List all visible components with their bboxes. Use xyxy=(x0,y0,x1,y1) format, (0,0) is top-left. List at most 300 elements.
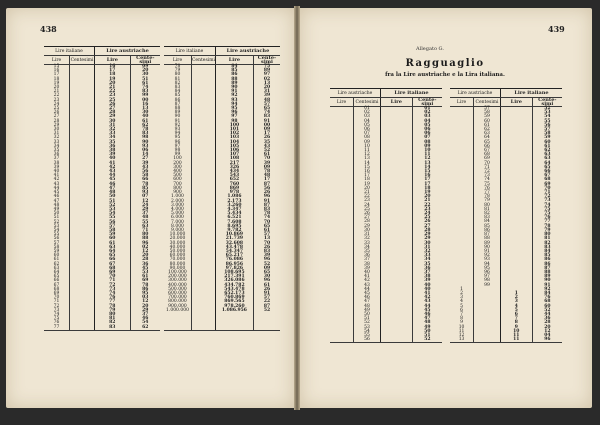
table-cell: 67 xyxy=(95,263,131,267)
table-cell: 99 xyxy=(174,152,181,158)
table-cell: 55 xyxy=(130,221,160,225)
table-cell: 26 xyxy=(253,246,280,250)
table-cell: 03 xyxy=(412,115,442,119)
table-cell: 51 xyxy=(53,215,60,221)
table-cell: 39 xyxy=(95,153,131,157)
table-cell: 63 xyxy=(532,153,562,157)
table-cell: 91 xyxy=(532,284,562,288)
table-cell: 82 xyxy=(95,321,131,325)
table-cell: 09 xyxy=(253,166,280,170)
table-cell: 07 xyxy=(130,195,160,199)
table-cell: 70 xyxy=(253,221,280,225)
table-cell: 43 xyxy=(412,300,442,304)
table-cell: 80 xyxy=(474,204,501,208)
table-cell: 24 xyxy=(412,212,442,216)
table-cell: 33 xyxy=(412,254,442,258)
table-cell: 66 xyxy=(474,145,501,149)
table-cell: 32 xyxy=(412,250,442,254)
table-cell: 66 xyxy=(532,170,562,174)
table-cell: 7.000 xyxy=(171,219,184,225)
table-cell: 80 xyxy=(130,233,160,237)
table-cell: 6.521 xyxy=(215,216,253,220)
table-cell: 27 xyxy=(354,216,381,220)
table-cell: 07 xyxy=(412,136,442,140)
table-cell: 90 xyxy=(215,86,253,90)
table-cell: 102 xyxy=(215,132,253,136)
table-cell: 08 xyxy=(354,136,381,140)
page-title: Ragguaglio xyxy=(405,58,485,69)
header-centesimi: Centesimi xyxy=(355,99,379,105)
table-cell: 8 xyxy=(460,316,463,322)
table-cell: 30 xyxy=(130,73,160,77)
table-cell: 72 xyxy=(532,195,562,199)
table-cell: 22 xyxy=(95,90,131,94)
table-cell: 74 xyxy=(532,204,562,208)
table-cell: 57 xyxy=(253,296,280,300)
table-cell: 63 xyxy=(532,157,562,161)
table-cell: 70 xyxy=(253,157,280,161)
table-cell: 88 xyxy=(174,106,181,112)
table-cell: 63 xyxy=(130,225,160,229)
table-cell: 65 xyxy=(253,107,280,111)
table-cell: 63 xyxy=(53,265,60,271)
table-cell: 41 xyxy=(412,292,442,296)
table-cell: 869 xyxy=(215,187,253,191)
table-cell: 11 xyxy=(458,328,465,334)
table-cell: 31 xyxy=(354,233,381,237)
table-cell: 48 xyxy=(130,216,160,220)
table-cell: 96 xyxy=(532,338,562,343)
table-cell: 37 xyxy=(130,313,160,317)
table-cell: 46 xyxy=(354,296,381,300)
table-cell: 34 xyxy=(95,136,131,140)
table-cell: 57 xyxy=(253,103,280,107)
table-cell: 71 xyxy=(532,191,562,195)
table-cell: 1.086 xyxy=(215,195,253,199)
header-lire: Lire xyxy=(44,56,70,65)
table-cell: 48 xyxy=(53,202,60,208)
table-cell: 71 xyxy=(130,229,160,233)
table-cell: 87 xyxy=(174,101,181,107)
left-page xyxy=(6,8,294,408)
table-cell: 90 xyxy=(474,246,501,250)
table-cell: 4.347 xyxy=(215,208,253,212)
table-cell: 27 xyxy=(95,107,131,111)
page-number-right: 439 xyxy=(548,24,565,34)
table-cell: 8 xyxy=(500,321,532,325)
table-cell: 58 xyxy=(95,229,131,233)
table-cell: 200.000 xyxy=(168,274,187,280)
table-cell: 54.347 xyxy=(215,250,253,254)
table-cell: 59 xyxy=(532,136,562,140)
table-cell: 97 xyxy=(253,73,280,77)
table-cell: 84 xyxy=(474,220,501,224)
table-cell: 217 xyxy=(215,162,253,166)
table-cell: 2.000 xyxy=(171,198,184,204)
table-cell: 20.000 xyxy=(169,236,186,242)
table-cell: 500 xyxy=(173,173,182,179)
table-cell: 26 xyxy=(412,220,442,224)
table-cell: 31 xyxy=(53,131,60,137)
table-cell: 81 xyxy=(532,237,562,241)
table-cell: 75 xyxy=(532,208,562,212)
table-cell: 20 xyxy=(412,195,442,199)
table-cell: 19 xyxy=(53,80,60,86)
table-cell: 69 xyxy=(532,183,562,187)
table-cell: 78 xyxy=(532,225,562,229)
table-cell: 95 xyxy=(130,292,160,296)
table-cell: 38 xyxy=(354,263,381,267)
table-cell: 17 xyxy=(354,174,381,178)
table-cell: 94 xyxy=(474,263,501,267)
table-cell: 71 xyxy=(95,279,131,283)
table-cell: 91 xyxy=(253,200,280,204)
table-cell: 60 xyxy=(474,120,501,124)
table-cell: 03 xyxy=(130,296,160,300)
table-cell: 55 xyxy=(95,216,131,220)
table-cell: 34 xyxy=(354,246,381,250)
table-cell: 94 xyxy=(215,103,253,107)
table-cell: 20 xyxy=(130,69,160,73)
table-cell: 84 xyxy=(215,65,253,70)
table-cell: 77 xyxy=(44,326,70,331)
table-cell: 85 xyxy=(474,225,501,229)
table-cell: 76 xyxy=(532,296,562,300)
table-cell: 13 xyxy=(253,237,280,241)
table-cell: 4 xyxy=(460,299,463,305)
table-cell: 28 xyxy=(412,229,442,233)
table-cell: 48 xyxy=(95,191,131,195)
table-cell: 86 xyxy=(474,229,501,233)
table-cell: 24 xyxy=(53,101,60,107)
table-cell: 3 xyxy=(460,295,463,301)
table-cell: 93 xyxy=(174,127,181,133)
table-cell: 45 xyxy=(130,267,160,271)
table-cell: 78 xyxy=(174,64,181,69)
table-cell: 56 xyxy=(532,124,562,128)
table-cell: 19 xyxy=(95,78,131,82)
table-cell: 62 xyxy=(532,149,562,153)
table-cell: 2 xyxy=(500,296,532,300)
table-cell: 59 xyxy=(474,115,501,119)
table-cell: 16 xyxy=(354,170,381,174)
table-cell: 92 xyxy=(215,94,253,98)
table-cell: 95 xyxy=(474,267,501,271)
table-cell: 26 xyxy=(95,103,131,107)
table-cell: 87 xyxy=(474,233,501,237)
table-cell: 75 xyxy=(474,183,501,187)
table-cell: 85 xyxy=(215,69,253,73)
table-cell: 46 xyxy=(95,183,131,187)
table-cell: 68 xyxy=(474,153,501,157)
table-cell: 83 xyxy=(95,326,131,331)
table-cell: 52 xyxy=(354,321,381,325)
header-lire-austriache: Lire austriache xyxy=(330,89,380,98)
table-cell: 101 xyxy=(215,128,253,132)
table-cell: 02 xyxy=(412,111,442,115)
table-cell: 28 xyxy=(95,111,131,115)
table-cell: 22 xyxy=(253,300,280,304)
table-cell: 98 xyxy=(130,136,160,140)
table-cell: 48 xyxy=(253,99,280,103)
table-cell: 13 xyxy=(354,157,381,161)
table-cell: 90 xyxy=(532,279,562,283)
table-cell: 64 xyxy=(474,136,501,140)
table-cell: 13 xyxy=(450,338,474,343)
table-cell: 05 xyxy=(412,124,442,128)
table-cell: 88 xyxy=(532,271,562,275)
table-cell: 09 xyxy=(412,145,442,149)
table-cell: 13 xyxy=(253,82,280,86)
table-cell: 5.000 xyxy=(171,211,184,217)
table-cell: 37 xyxy=(130,212,160,216)
table-cell: 57 xyxy=(532,128,562,132)
table-cell: 88 xyxy=(474,237,501,241)
table-cell xyxy=(474,338,501,343)
table-cell: 103 xyxy=(215,136,253,140)
table-cell: 50.000 xyxy=(169,248,186,254)
table-cell: 78 xyxy=(130,183,160,187)
table-cell: 00 xyxy=(253,124,280,128)
table-cell: 09 xyxy=(253,128,280,132)
table-cell: 65.217 xyxy=(215,254,253,258)
table-cell: 79 xyxy=(474,199,501,203)
table-cell: 26 xyxy=(53,110,60,116)
table-cell: 10.869 xyxy=(215,233,253,237)
table-cell: 83 xyxy=(130,132,160,136)
table-cell xyxy=(164,326,191,331)
table-cell: 89 xyxy=(532,275,562,279)
table-cell: 23 xyxy=(95,94,131,98)
table-cell: 57 xyxy=(474,107,501,112)
table-cell: 74 xyxy=(130,86,160,90)
table-cell: 869.565 xyxy=(215,300,253,304)
table-cell: 06 xyxy=(412,132,442,136)
table-cell: 65 xyxy=(253,271,280,275)
table-cell: 36 xyxy=(95,145,131,149)
table-cell: 27 xyxy=(53,114,60,120)
table-cell: 600 xyxy=(173,177,182,183)
header-lire-austriache: Lire austriache xyxy=(215,47,280,56)
table-cell: 75 xyxy=(253,65,280,70)
table-cell: 100 xyxy=(215,124,253,128)
table-cell: 36 xyxy=(354,254,381,258)
table-cell: 01 xyxy=(354,107,381,112)
table-cell: 543.478 xyxy=(215,288,253,292)
table-cell: 56 xyxy=(354,338,381,343)
table-cell: 40 xyxy=(130,115,160,119)
table-cell: 46 xyxy=(412,313,442,317)
table-cell: 61 xyxy=(130,120,160,124)
table-cell: 71 xyxy=(53,299,60,305)
table-cell: 44 xyxy=(354,288,381,292)
table-cell: 64 xyxy=(53,269,60,275)
table-cell: 16 xyxy=(412,174,442,178)
table-cell: 99 xyxy=(474,284,501,288)
table-cell: 35 xyxy=(253,141,280,145)
table-cell: 23 xyxy=(53,97,60,103)
table-cell: 59 xyxy=(53,248,60,254)
right-page xyxy=(300,8,592,408)
table-cell: 33 xyxy=(354,242,381,246)
header-lire-bold: Lire xyxy=(500,98,532,107)
table-cell: 86 xyxy=(174,97,181,103)
table-cell: 39 xyxy=(53,164,60,170)
table-cell: 16 xyxy=(130,103,160,107)
table-cell: 96 xyxy=(130,242,160,246)
table-cell: 54 xyxy=(95,212,131,216)
table-cell: 39 xyxy=(354,267,381,271)
table-cell: 96 xyxy=(174,139,181,145)
table-cell: 59 xyxy=(95,233,131,237)
header-lire-italiane: Lire italiane xyxy=(500,89,562,98)
table-cell: 74 xyxy=(253,216,280,220)
table-cell: 82 xyxy=(474,212,501,216)
table-cell: 2 xyxy=(460,290,463,296)
table-cell: 19 xyxy=(354,183,381,187)
table-cell: 97 xyxy=(215,115,253,119)
table-cell: 200 xyxy=(173,160,182,166)
table-cell: 33 xyxy=(95,132,131,136)
table-cell: 46 xyxy=(53,194,60,200)
table-cell: 85 xyxy=(174,93,181,99)
table-cell: 23 xyxy=(412,208,442,212)
table-cell: 21 xyxy=(95,86,131,90)
table-cell: 83 xyxy=(474,216,501,220)
table-cell: 27 xyxy=(130,157,160,161)
table-cell: 9 xyxy=(460,320,463,326)
table-cell: 7 xyxy=(500,317,532,321)
table-cell: 41 xyxy=(53,173,60,179)
table-cell xyxy=(70,326,95,331)
table-cell: 33 xyxy=(53,139,60,145)
table-cell: 63 xyxy=(95,246,131,250)
table-cell: 20 xyxy=(130,305,160,309)
table-cell: 9 xyxy=(500,326,532,330)
table-cell: 75 xyxy=(532,212,562,216)
table-cell: 78 xyxy=(130,128,160,132)
table-cell: 13 xyxy=(412,162,442,166)
table-cell: 44 xyxy=(53,185,60,191)
table-cell: 78 xyxy=(130,284,160,288)
table-cell: 29 xyxy=(53,122,60,128)
table-cell: 12 xyxy=(458,332,465,338)
header-lire-austriache: Lire austriache xyxy=(95,47,161,56)
table-cell: 56 xyxy=(95,221,131,225)
table-cell: 1.000 xyxy=(171,194,184,200)
table-cell: 12 xyxy=(354,153,381,157)
table-cell: 72 xyxy=(53,303,60,309)
table-cell: 3.000 xyxy=(171,202,184,208)
table-cell: 28 xyxy=(53,118,60,124)
header-lire-italiane: Lire italiane xyxy=(164,47,215,56)
table-cell: 51 xyxy=(354,317,381,321)
table-cell: 44 xyxy=(95,174,131,178)
table-cell: 53 xyxy=(532,111,562,115)
table-cell: 80 xyxy=(532,233,562,237)
table-cell: 21.739 xyxy=(215,237,253,241)
table-cell: 44 xyxy=(412,305,442,309)
table-cell: 16 xyxy=(53,68,60,74)
table-cell: 25 xyxy=(412,216,442,220)
table-cell: 28 xyxy=(354,220,381,224)
table-cell: 45 xyxy=(53,190,60,196)
table-cell: 54 xyxy=(354,330,381,334)
table-cell: 88 xyxy=(130,237,160,241)
table-cell: 75 xyxy=(53,316,60,322)
table-cell: 83 xyxy=(253,208,280,212)
table-cell: 52 xyxy=(53,219,60,225)
table-cell: 03 xyxy=(354,115,381,119)
table-cell: 54 xyxy=(532,115,562,119)
table-cell: 80 xyxy=(95,313,131,317)
table-cell: 18 xyxy=(53,76,60,82)
table-cell: 652.173 xyxy=(215,292,253,296)
table-cell: 07 xyxy=(354,132,381,136)
table-cell: 326.086 xyxy=(215,279,253,283)
table-cell: 74 xyxy=(253,111,280,115)
table-cell: 81 xyxy=(95,317,131,321)
table-cell: 16 xyxy=(95,65,131,70)
table-cell: 37 xyxy=(412,271,442,275)
table-cell: 87 xyxy=(532,267,562,271)
table-cell: 85 xyxy=(130,187,160,191)
table-cell: 49 xyxy=(354,309,381,313)
table-cell: 434.782 xyxy=(215,284,253,288)
table-cell: 25 xyxy=(95,99,131,103)
table-cell: 83 xyxy=(253,250,280,254)
table-cell: 400 xyxy=(173,169,182,175)
table-cell: 10 xyxy=(458,324,465,330)
table-cell: 93 xyxy=(215,99,253,103)
table-cell: 2.173 xyxy=(215,200,253,204)
table-cell: 22 xyxy=(354,195,381,199)
table-cell: 81 xyxy=(474,208,501,212)
table-cell: 08 xyxy=(412,141,442,145)
table-cell: 50 xyxy=(53,211,60,217)
table-cell: 39 xyxy=(130,162,160,166)
table-cell: 84 xyxy=(532,292,562,296)
table-cell: 78 xyxy=(253,170,280,174)
page-number-left: 438 xyxy=(40,24,57,34)
table-cell: 96 xyxy=(253,195,280,199)
table-cell: 66 xyxy=(95,258,131,262)
header-centesimi: Centesimi xyxy=(70,57,94,63)
table-cell: 97.826 xyxy=(215,267,253,271)
table-cell: 89 xyxy=(215,82,253,86)
table-cell: 30 xyxy=(412,242,442,246)
table-cell: 7 xyxy=(460,311,463,317)
table-cell: 98 xyxy=(474,279,501,283)
table-cell: 06 xyxy=(412,128,442,132)
table-cell: 300 xyxy=(173,164,182,170)
table-cell: 04 xyxy=(412,120,442,124)
table-cell: 60 xyxy=(532,305,562,309)
table-cell: 48 xyxy=(412,321,442,325)
table-cell: 95 xyxy=(215,107,253,111)
table-cell: 61 xyxy=(130,82,160,86)
table-cell: 63 xyxy=(474,132,501,136)
table-cell: 92 xyxy=(474,254,501,258)
table-cell: 300.000 xyxy=(168,278,187,284)
table-cell: 15 xyxy=(412,170,442,174)
table-cell: 40 xyxy=(95,157,131,161)
table-cell: 25 xyxy=(354,208,381,212)
table-cell: 22 xyxy=(412,204,442,208)
table-cell: 45 xyxy=(95,178,131,182)
left-table-b xyxy=(164,46,280,331)
table-cell: 55 xyxy=(354,334,381,338)
